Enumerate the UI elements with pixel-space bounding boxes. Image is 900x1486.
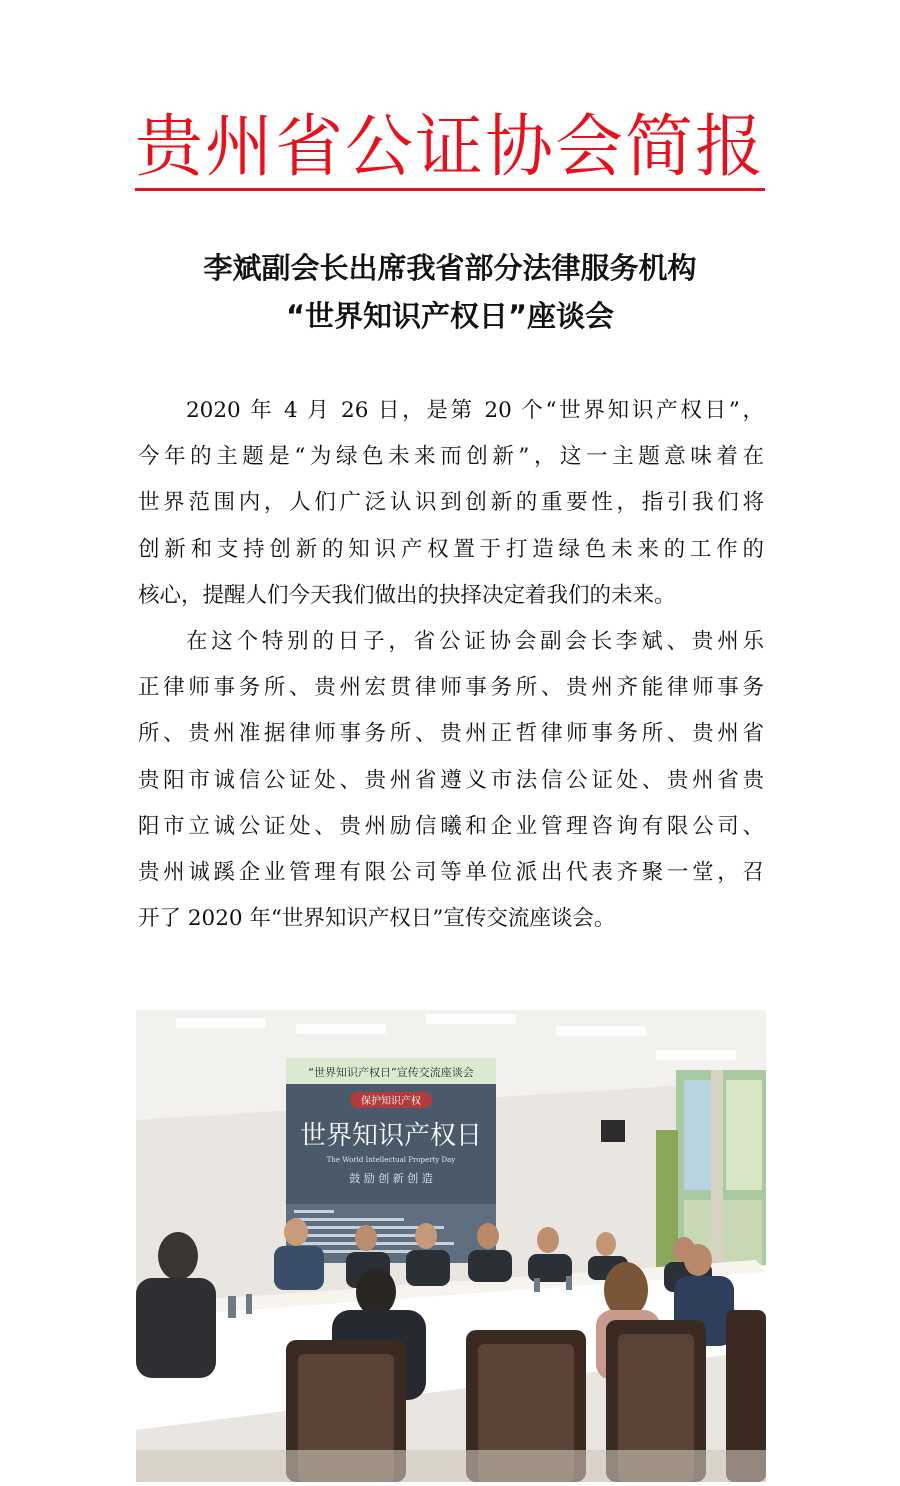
paragraph-2 (138, 619, 764, 942)
paragraph-line: 阳市立诚公证处、贵州励信曦和企业管理咨询有限公司、 (138, 813, 764, 839)
paragraph-line: 核心，提醒人们今天我们做出的抉择决定着我们的未来。 (138, 582, 676, 608)
screen-subtitle: The World Intellectual Property Day (326, 1156, 456, 1164)
meeting-photo (136, 1010, 766, 1482)
screen-slogan: 鼓 励 创 新 创 造 (349, 1172, 433, 1185)
bulletin-title: 贵州省公证协会简报 (135, 108, 765, 191)
paragraph-line: 世界范围内，人们广泛认识到创新的重要性，指引我们将 (138, 490, 764, 516)
article-body (138, 388, 764, 942)
paragraph-line: 在这个特别的日子，省公证协会副会长李斌、贵州乐 (186, 629, 764, 655)
screen-title: 世界知识产权日 (299, 1121, 483, 1151)
paragraph-line: 2020 年 4 月 26 日，是第 20 个“世界知识产权日”， (186, 398, 764, 423)
paragraph-line: 贵州诚蹊企业管理有限公司等单位派出代表齐聚一堂，召 (138, 860, 764, 886)
screen-header: “世界知识产权日”宣传交流座谈会 (308, 1066, 474, 1079)
headline-line-2: “世界知识产权日”座谈会 (285, 299, 615, 333)
headline-line-1: 李斌副会长出席我省部分法律服务机构 (203, 251, 697, 285)
masthead (0, 108, 900, 191)
meeting-photo-drawing (136, 1010, 766, 1482)
paragraph-line: 正律师事务所、贵州宏贯律师事务所、贵州齐能律师事务 (138, 675, 764, 701)
paragraph-1 (138, 388, 764, 619)
paragraph-line: 开了 2020 年“世界知识产权日”宣传交流座谈会。 (138, 906, 616, 932)
screen-badge: 保护知识产权 (361, 1096, 421, 1107)
paragraph-line: 所、贵州准据律师事务所、贵州正哲律师事务所、贵州省 (138, 721, 764, 747)
paragraph-line: 贵阳市诚信公证处、贵州省遵义市法信公证处、贵州省贵 (138, 767, 764, 793)
article-headline (0, 244, 900, 340)
paragraph-line: 今年的主题是“为绿色未来而创新”，这一主题意味着在 (138, 444, 764, 470)
paragraph-line: 创新和支持创新的知识产权置于打造绿色未来的工作的 (138, 536, 764, 562)
